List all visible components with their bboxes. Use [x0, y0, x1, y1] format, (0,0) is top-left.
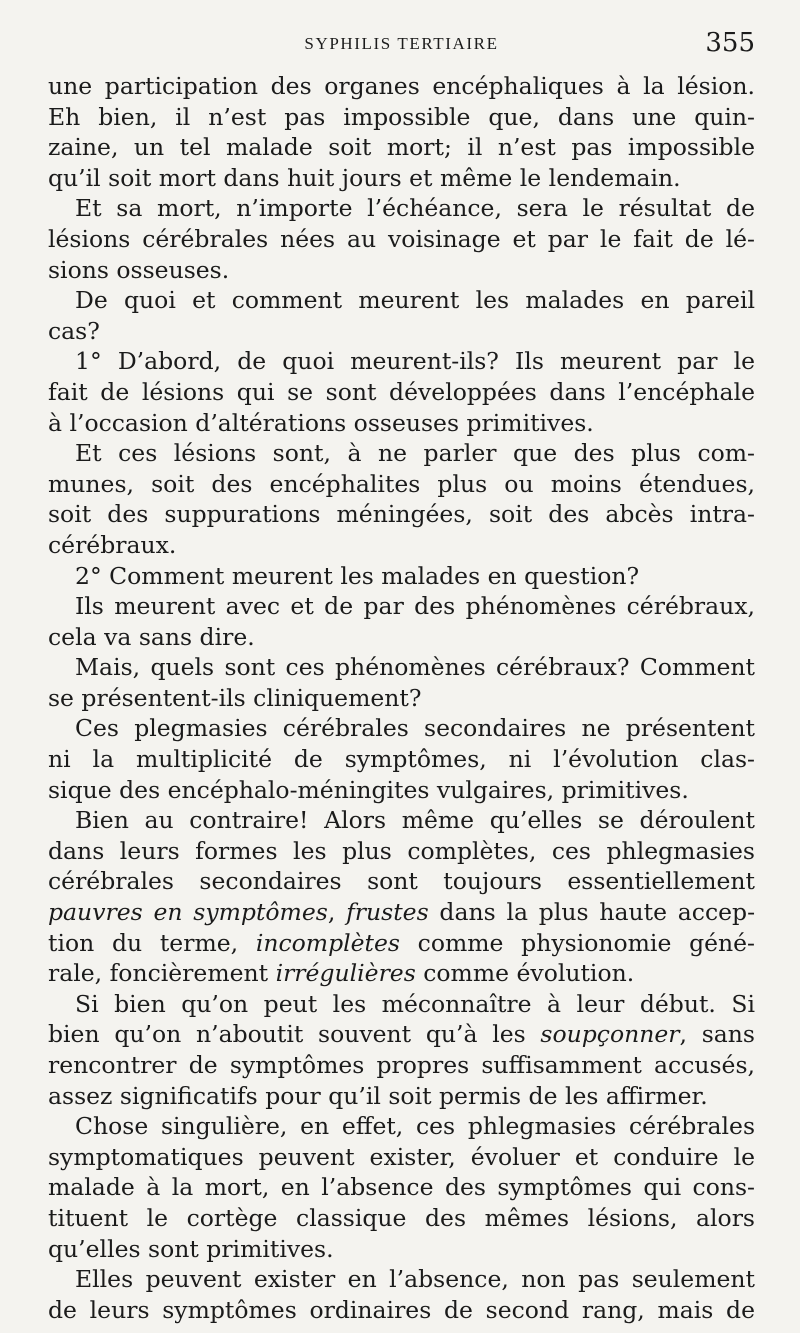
text-line: munes, soit des encéphalites plus ou moins étendues, [48, 469, 755, 498]
text-line: Si bien qu’on peut les méconnaître à leur début. Si [75, 989, 755, 1018]
text-line: symptomatiques peuvent exister, évoluer et conduire le [48, 1142, 755, 1171]
running-head [48, 28, 755, 60]
text-line: De quoi et comment meurent les malades en pareil [75, 286, 755, 315]
text-line: qu’elles sont primitives. [48, 1234, 334, 1263]
text-line: soit des suppurations méningées, soit des abcès intra- [48, 500, 755, 529]
text-line: Et sa mort, n’importe l’échéance, sera le résultat de [75, 194, 755, 223]
text-line: cas? [48, 316, 100, 345]
text-line: cérébrales secondaires sont toujours essentiellement [48, 867, 755, 896]
text-line: se présentent-ils cliniquement? [48, 683, 422, 712]
text-line: assez significatifs pour qu’il soit permis de les affirmer. [48, 1081, 708, 1110]
text-line: tituent le cortège classique des mêmes lésions, alors [48, 1203, 755, 1232]
text-line: une participation des organes encéphaliques à la lésion. [48, 72, 755, 100]
italic-text: irrégulières [275, 959, 416, 988]
body-text [48, 71, 755, 1325]
text-line: Eh bien, il n’est pas impossible que, dans une quin- [48, 102, 755, 131]
italic-text: frustes [346, 898, 429, 927]
text-line: Chose singulière, en effet, ces phlegmasies cérébrales [75, 1112, 755, 1141]
text-line: Mais, quels sont ces phénomènes cérébraux? Comment [75, 653, 755, 682]
text-line [48, 1019, 755, 1050]
text-span: comme évolution. [415, 959, 635, 988]
text-line: de leurs symptômes ordinaires de second rang, mais de [48, 1295, 755, 1324]
running-title: SYPHILIS TERTIAIRE [304, 34, 499, 53]
text-line [48, 958, 755, 989]
text-line: Ces plegmasies cérébrales secondaires ne présentent [75, 714, 755, 743]
text-line: 1° D’abord, de quoi meurent-ils? Ils meurent par le [75, 347, 755, 376]
text-span: bien qu’on n’aboutit souvent qu’à les [48, 1020, 541, 1049]
text-line: cérébraux. [48, 530, 177, 559]
page-number: 355 [705, 28, 755, 58]
text-line [48, 928, 755, 959]
text-line: sique des encéphalo-méningites vulgaires, primitives. [48, 775, 689, 804]
italic-text: pauvres en symptômes [48, 898, 328, 927]
text-span: tion du terme, [48, 928, 256, 957]
text-span: rale, foncièrement [48, 959, 276, 988]
text-line: ni la multiplicité de symptômes, ni l’évolution clas- [48, 745, 755, 774]
italic-text: soupçonner [540, 1020, 680, 1049]
text-line: 2° Comment meurent les malades en question? [75, 561, 640, 590]
text-line: Et ces lésions sont, à ne parler que des plus com- [75, 439, 755, 468]
text-line: Elles peuvent exister en l’absence, non pas seulement [75, 1265, 755, 1294]
text-line: zaine, un tel malade soit mort; il n’est pas impossible [48, 133, 755, 162]
text-line: cela va sans dire. [48, 622, 255, 651]
text-line: Ils meurent avec et de par des phénomènes cérébraux, [75, 592, 755, 621]
text-span: , [327, 898, 347, 927]
text-line: dans leurs formes les plus complètes, ces phlegmasies [48, 836, 755, 865]
text-line: lésions cérébrales nées au voisinage et par le fait de lé- [48, 224, 755, 253]
text-line: qu’il soit mort dans huit jours et même le lendemain. [48, 163, 681, 192]
text-span: comme physionomie géné- [399, 928, 755, 957]
italic-text: incomplètes [255, 928, 400, 957]
text-line: à l’occasion d’altérations osseuses primitives. [48, 408, 594, 437]
text-line: malade à la mort, en l’absence des symptômes qui cons- [48, 1173, 755, 1202]
text-line: rencontrer de symptômes propres suffisamment accusés, [48, 1051, 755, 1079]
text-line: fait de lésions qui se sont développées dans l’encéphale [48, 377, 755, 406]
text-span: dans la plus haute accep- [428, 898, 755, 927]
text-line: Bien au contraire! Alors même qu’elles se déroulent [75, 806, 755, 835]
text-line: sions osseuses. [48, 255, 230, 284]
text-span: , sans [679, 1020, 755, 1049]
text-line [48, 897, 755, 928]
